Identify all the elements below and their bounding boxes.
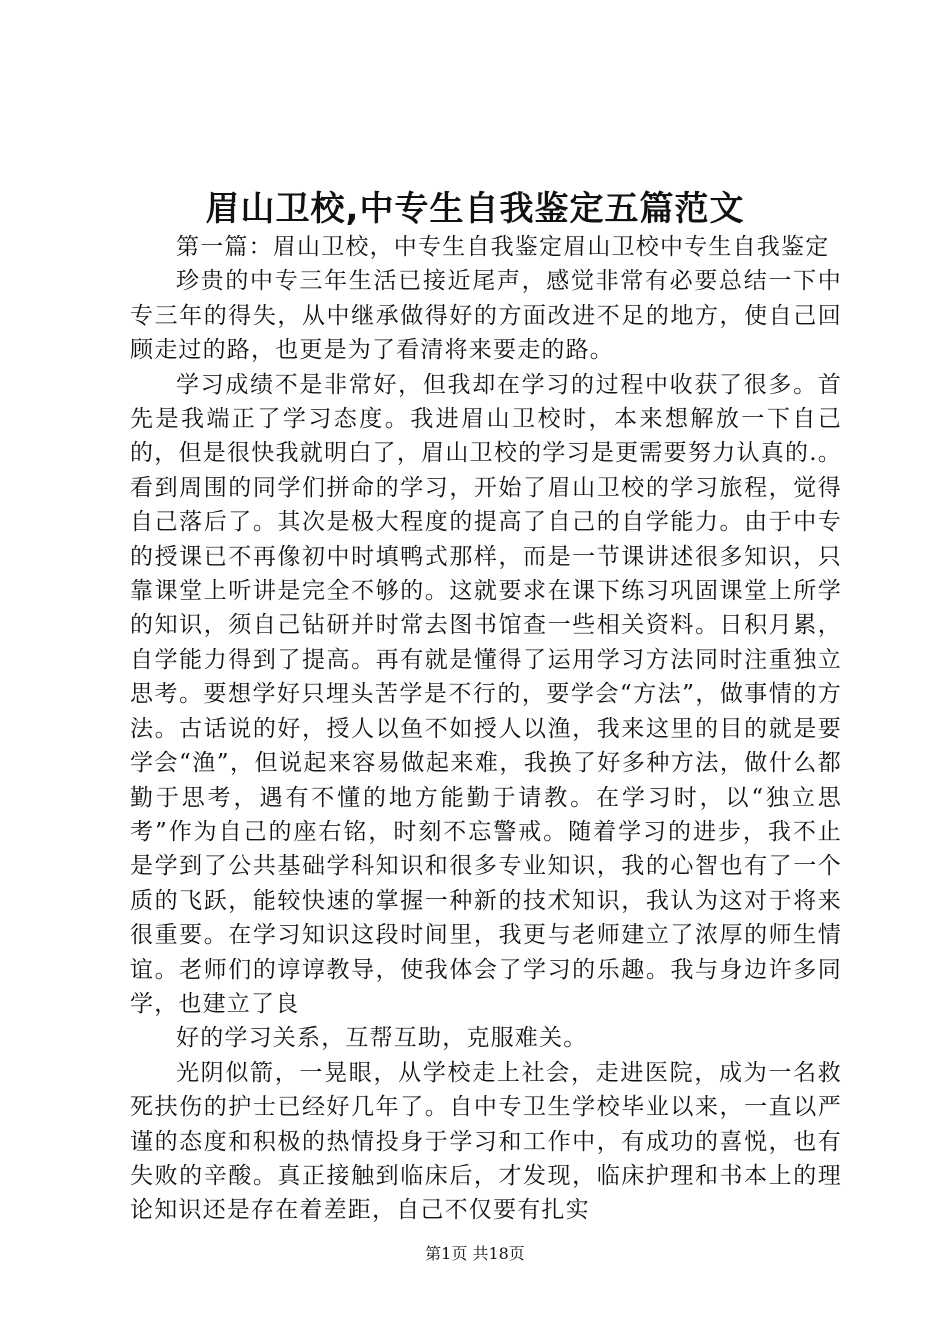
page-number-footer: 第1页 共18页 bbox=[425, 1244, 525, 1263]
paragraph: 珍贵的中专三年生活已接近尾声，感觉非常有必要总结一下中专三年的得失，从中继承做得好的方面改进不足的地方，使自己回顾走过的路，也更是为了看清将来要走的路。 bbox=[130, 268, 842, 364]
document-title: 眉山卫校,中专生自我鉴定五篇范文 bbox=[205, 189, 745, 229]
document-body bbox=[130, 230, 842, 1228]
paragraph-heading: 第一篇：眉山卫校，中专生自我鉴定眉山卫校中专生自我鉴定 bbox=[176, 234, 830, 260]
paragraph: 光阴似箭，一晃眼，从学校走上社会，走进医院，成为一名救死扶伤的护士已经好几年了。自中专卫生学校毕业以来，一直以严谨的态度和积极的热情投身于学习和工作中，有成功的喜悦，也有失败的辛酸。真正接触到临床后，才发现，临床护理和书本上的理论知识还是存在着差距，自己不仅要有扎实 bbox=[130, 1059, 842, 1224]
paragraph: 好的学习关系，互帮互助，克服难关。 bbox=[176, 1025, 588, 1052]
paragraph: 学习成绩不是非常好，但我却在学习的过程中收获了很多。首先是我端正了学习态度。我进眉山卫校时，本来想解放一下自己的，但是很快我就明白了，眉山卫校的学习是更需要努力认真的.。看到周围的同学们拼命的学习，开始了眉山卫校的学习旅程，觉得自己落后了。其次是极大程度的提高了自己的自学能力。由于中专的授课已不再像初中时填鸭式那样，而是一节课讲述很多知识，只靠课堂上听讲是完全不够的。这就要求在课下练习巩固课堂上所学的知识，须自己钻研并时常去图书馆查一些相关资料。日积月累，自学能力得到了提高。再有就是懂得了运用学习方法同时注重独立思考。要想学好只埋头苦学是不行的，要学会“方法”，做事情的方法。古话说的好，授人以鱼不如授人以渔，我来这里的目的就是要学会“渔”，但说起来容易做起来难，我换了好多种方法，做什么都勤于思考，遇有不懂的地方能勤于请教。在学习时，以“独立思考”作为自己的座右铭，时刻不忘警戒。随着学习的进步，我不止是学到了公共基础学科知识和很多专业知识，我的心智也有了一个质的飞跃，能较快速的掌握一种新的技术知识，我认为这对于将来很重要。在学习知识这段时间里，我更与老师建立了浓厚的师生情谊。老师们的谆谆教导，使我体会了学习的乐趣。我与身边许多同学，也建立了良 bbox=[130, 371, 842, 1017]
